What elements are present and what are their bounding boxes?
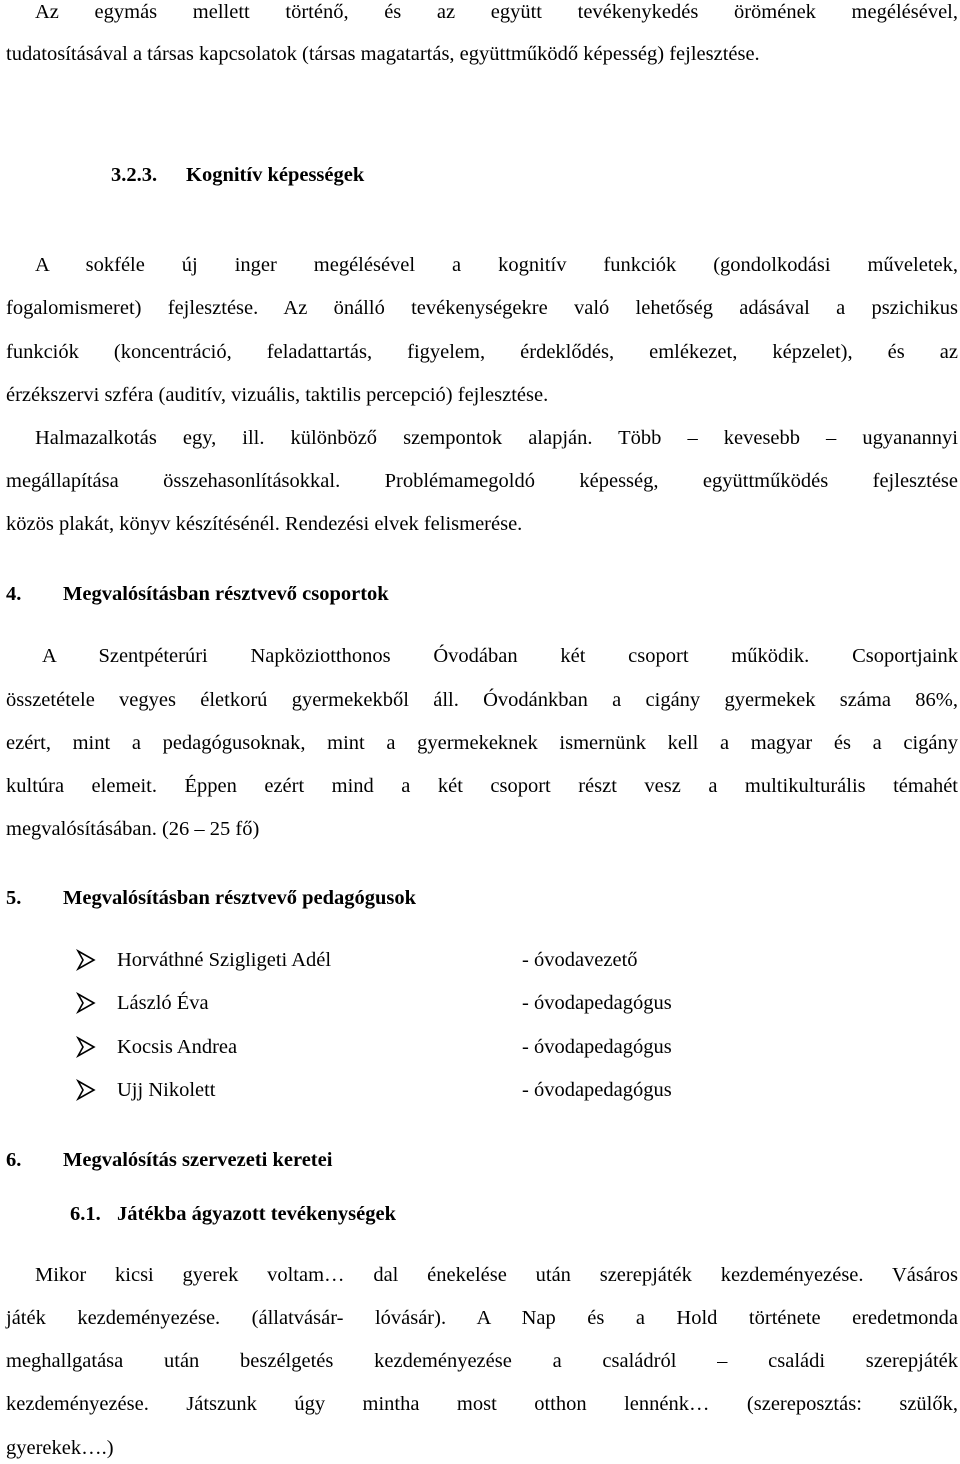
section-number: 6.1. [70,1203,101,1225]
staff-name: Ujj Nikolett [117,1079,216,1101]
staff-role: - óvodapedagógus [522,1079,672,1101]
paragraph-line: összetétele vegyes életkorú gyermekekből áll. Óvodánkban a cigány gyermekek száma 86%, [6,689,958,711]
section-title: Megvalósításban résztvevő csoportok [63,583,389,605]
paragraph-line: funkciók (koncentráció, feladattartás, figyelem, érdeklődés, emlékezet, képzelet), és az [6,341,958,363]
arrow-bullet-icon [76,948,98,972]
section-title: Megvalósításban résztvevő pedagógusok [63,887,417,909]
paragraph-line: meghallgatása után beszélgetés kezdeményezése a családról – családi szerepjáték [6,1350,958,1372]
section-number: 6. [6,1149,22,1171]
section-title: Játékba ágyazott tevékenységek [117,1203,396,1225]
section-title: Kognitív képességek [186,164,365,186]
staff-role: - óvodapedagógus [522,992,672,1014]
paragraph-line: kultúra elemeit. Éppen ezért mind a két csoport részt vesz a multikulturális témahét [6,775,958,797]
arrow-bullet-icon [76,1078,98,1102]
arrow-bullet-icon [76,991,98,1015]
paragraph-line: tudatosításával a társas kapcsolatok (társas magatartás, együttműködő képesség) fejlesztése. [6,43,760,65]
paragraph-line: fogalomismeret) fejlesztése. Az önálló tevékenységekre való lehetőség adásával a pszichikus [6,297,958,319]
staff-name: Kocsis Andrea [117,1036,238,1058]
staff-role: - óvodavezető [522,949,638,971]
paragraph-line: ezért, mint a pedagógusoknak, mint a gyermekeknek ismernünk kell a magyar és a cigány [6,732,958,754]
section-number: 4. [6,583,22,605]
section-number: 3.2.3. [111,164,158,186]
section-number: 5. [6,887,22,909]
arrow-bullet-icon [76,1035,98,1059]
paragraph-line: Az egymás mellett történő, és az együtt tevékenykedés örömének megélésével, [35,1,958,23]
paragraph-line: kezdeményezése. Játszunk úgy mintha most otthon lennénk… (szereposztás: szülők, [6,1393,958,1415]
staff-role: - óvodapedagógus [522,1036,672,1058]
section-title: Megvalósítás szervezeti keretei [63,1149,333,1171]
staff-name: Horváthné Szigligeti Adél [117,949,332,971]
paragraph-line: gyerekek….) [6,1437,114,1459]
paragraph-line: közös plakát, könyv készítésénél. Rendezési elvek felismerése. [6,513,523,535]
paragraph-line: játék kezdeményezése. (állatvásár- lóvásár). A Nap és a Hold története eredetmonda [6,1307,958,1329]
paragraph-line: megvalósításában. (26 – 25 fő) [6,818,260,840]
paragraph-line: Mikor kicsi gyerek voltam… dal énekelése után szerepjáték kezdeményezése. Vásáros [35,1264,958,1286]
paragraph-line: megállapítása összehasonlításokkal. Problémamegoldó képesség, együttműködés fejlesztése [6,470,958,492]
paragraph-line: érzékszervi szféra (auditív, vizuális, taktilis percepció) fejlesztése. [6,384,549,406]
staff-name: László Éva [117,992,209,1014]
paragraph-line: A Szentpéterúri Napköziotthonos Óvodában két csoport működik. Csoportjaink [42,645,958,667]
paragraph-line: Halmazalkotás egy, ill. különböző szempontok alapján. Több – kevesebb – ugyanannyi [35,427,958,449]
paragraph-line: A sokféle új inger megélésével a kognitív funkciók (gondolkodási műveletek, [35,254,958,276]
